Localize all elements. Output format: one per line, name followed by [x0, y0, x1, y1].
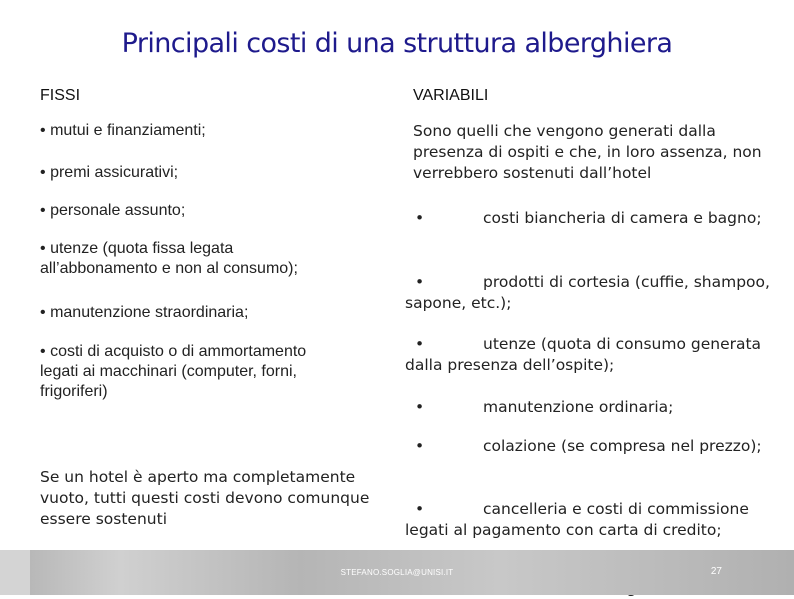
fissi-item: [40, 121, 206, 141]
bullet-icon: •: [415, 209, 425, 227]
bullet-icon: •: [40, 240, 46, 257]
fissi-item-text: utenze (quota fissa legata all’abbonamento e non al consumo);: [40, 240, 298, 277]
variabili-item-text: cancelleria e costi di commissione legati al pagamento con carta di credito;: [405, 500, 749, 539]
variabili-item-text: utenze (quota di consumo generata dalla presenza dell’ospite);: [405, 335, 762, 374]
variabili-item-text: manutenzione ordinaria;: [483, 398, 674, 416]
fissi-item: [40, 163, 178, 183]
bullet-icon: •: [40, 164, 46, 181]
variabili-item: [405, 208, 785, 229]
fissi-item-text: costi di acquisto o di ammortamento legati ai macchinari (computer, forni, frigoriferi): [40, 343, 307, 400]
fissi-item: [40, 239, 298, 279]
variabili-item-text: prodotti di cortesia (cuffie, shampoo, sapone, etc.);: [405, 273, 770, 312]
variabili-intro: Sono quelli che vengono generati dalla presenza di ospiti e che, in loro assenza, non verrebbero sostenuti dall’hotel: [413, 122, 762, 182]
variabili-item-text: colazione (se compresa nel prezzo);: [483, 437, 762, 455]
fissi-item-text: manutenzione straordinaria;: [50, 304, 249, 321]
variabili-item-text: costi biancheria di camera e bagno;: [483, 209, 762, 227]
variabili-item: [405, 499, 785, 541]
bullet-icon: •: [415, 500, 425, 518]
variabili-item: [405, 334, 785, 376]
fissi-item-text: personale assunto;: [50, 202, 186, 219]
footer-author: STEFANO.SOGLIA@UNISI.IT: [340, 568, 454, 577]
variabili-item: [405, 272, 785, 314]
note-text: Se un hotel è aperto ma completamente vuoto, tutti questi costi devono comunque essere sostenuti: [40, 468, 370, 528]
fissi-item-text: premi assicurativi;: [50, 164, 179, 181]
fissi-item: [40, 342, 306, 402]
variabili-item: [405, 397, 785, 418]
bullet-icon: •: [40, 122, 46, 139]
bullet-icon: •: [415, 335, 425, 353]
variabili-heading: VARIABILI: [413, 87, 489, 104]
bullet-icon: •: [40, 304, 46, 321]
bullet-icon: •: [415, 273, 425, 291]
fissi-item-text: mutui e finanziamenti;: [50, 122, 206, 139]
variabili-item: [405, 436, 785, 457]
bullet-icon: •: [40, 343, 46, 360]
fissi-item: [40, 303, 248, 323]
footer-bar: [0, 550, 794, 595]
bullet-icon: •: [40, 202, 46, 219]
bullet-icon: •: [415, 398, 425, 416]
slide-title: Principali costi di una struttura alberghiera: [121, 28, 673, 59]
fissi-heading: FISSI: [40, 87, 81, 104]
page-number: 27: [710, 566, 722, 577]
fissi-item: [40, 201, 185, 221]
bullet-icon: •: [415, 437, 425, 455]
